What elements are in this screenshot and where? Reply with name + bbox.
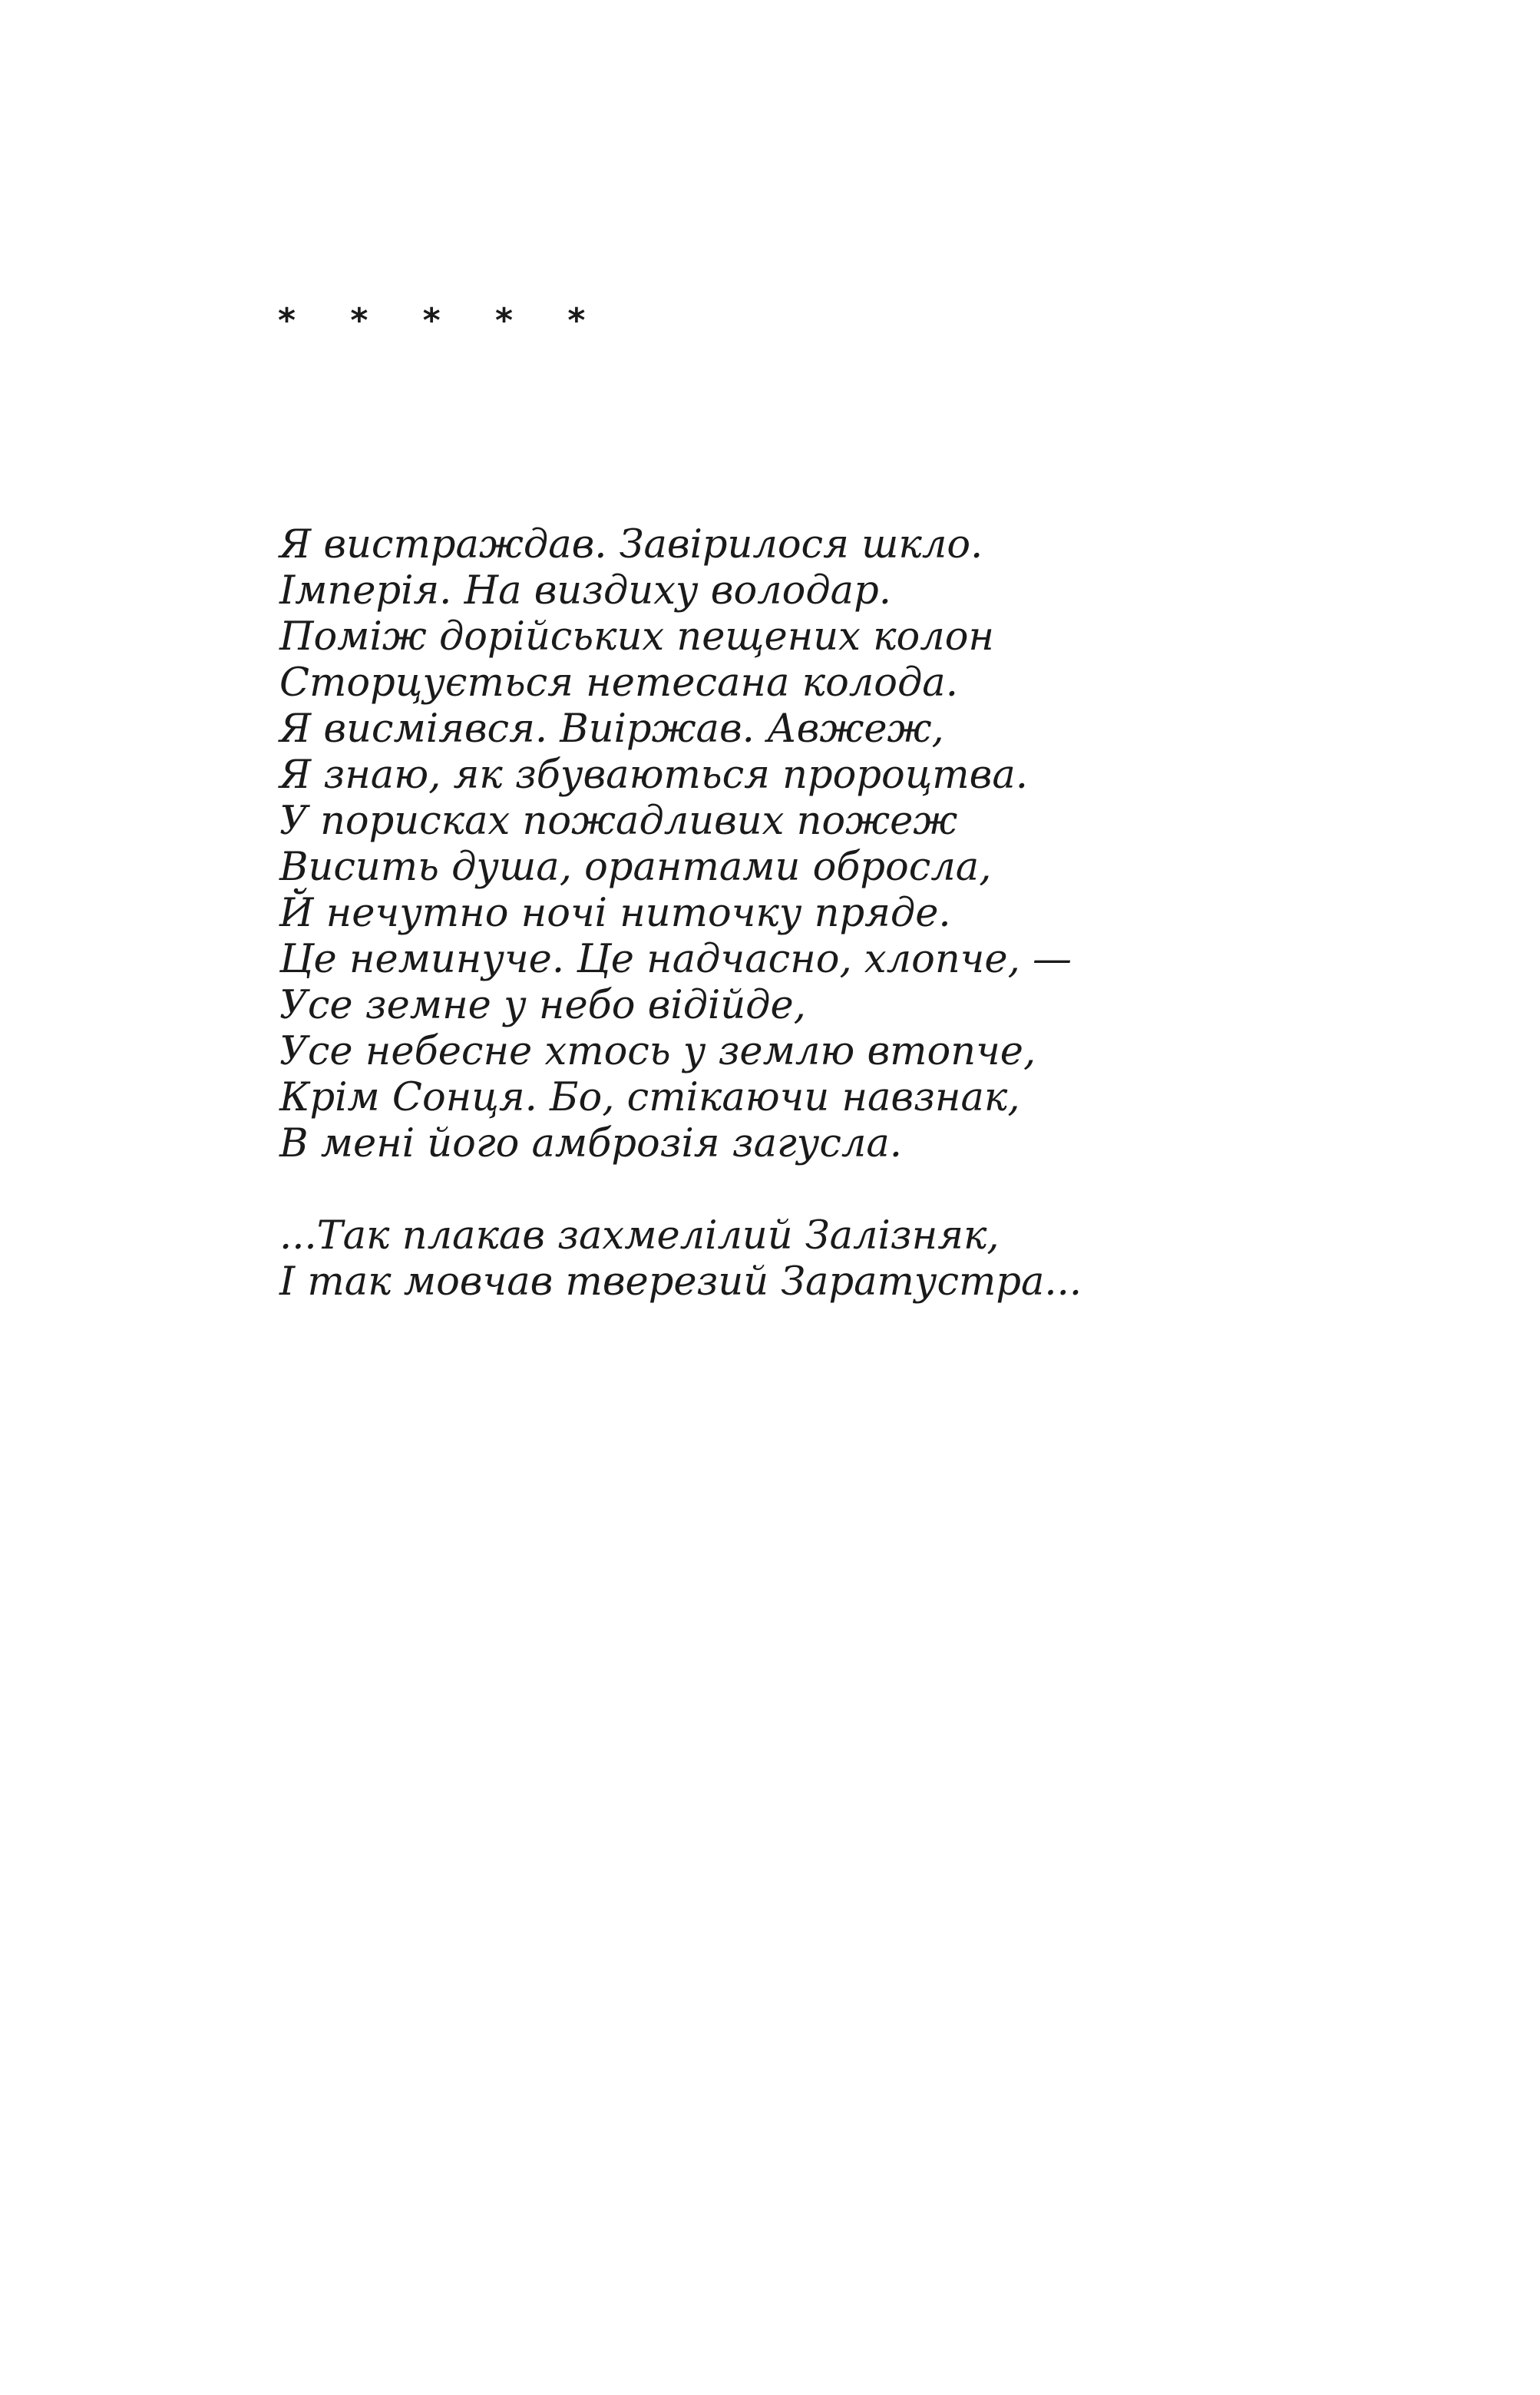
poem-line: ...Так плакав захмелілий Залізняк, xyxy=(279,1213,1000,1259)
poem-line: Я висміявся. Виіржав. Авжеж, xyxy=(279,706,944,752)
poem-line: В мені його амброзія загусла. xyxy=(279,1121,903,1166)
poem-line: Я вистраждав. Завірилося шкло. xyxy=(279,522,983,567)
poem-line: Я знаю, як збуваються пророцтва. xyxy=(279,753,1028,798)
section-ornament: * * * * * xyxy=(278,301,607,340)
poem-line: Сторцується нетесана колода. xyxy=(279,660,958,706)
poem-line: Імперія. На виздиху володар. xyxy=(279,568,891,614)
poem-line: Поміж дорійських пещених колон xyxy=(279,614,994,660)
poem-line: Й нечутно ночі ниточку пряде. xyxy=(279,891,951,936)
poem-line: Це неминуче. Це надчасно, хлопче, — xyxy=(279,937,1072,982)
stanza-1 xyxy=(279,522,1431,1167)
poem-line: І так мовчав тверезий Заратустра... xyxy=(279,1259,1082,1305)
poem-line: Висить душа, орантами обросла, xyxy=(279,845,992,890)
poem-line: Усе земне у небо відійде, xyxy=(279,983,806,1028)
poem-line: Крім Сонця. Бо, стікаючи навзнак, xyxy=(279,1075,1020,1120)
poem-line: Усе небесне хтось у землю втопче, xyxy=(279,1029,1036,1074)
poem xyxy=(279,522,1431,1305)
stanza-2 xyxy=(279,1213,1431,1305)
poem-line: У порисках пожадливих пожеж xyxy=(279,799,958,844)
